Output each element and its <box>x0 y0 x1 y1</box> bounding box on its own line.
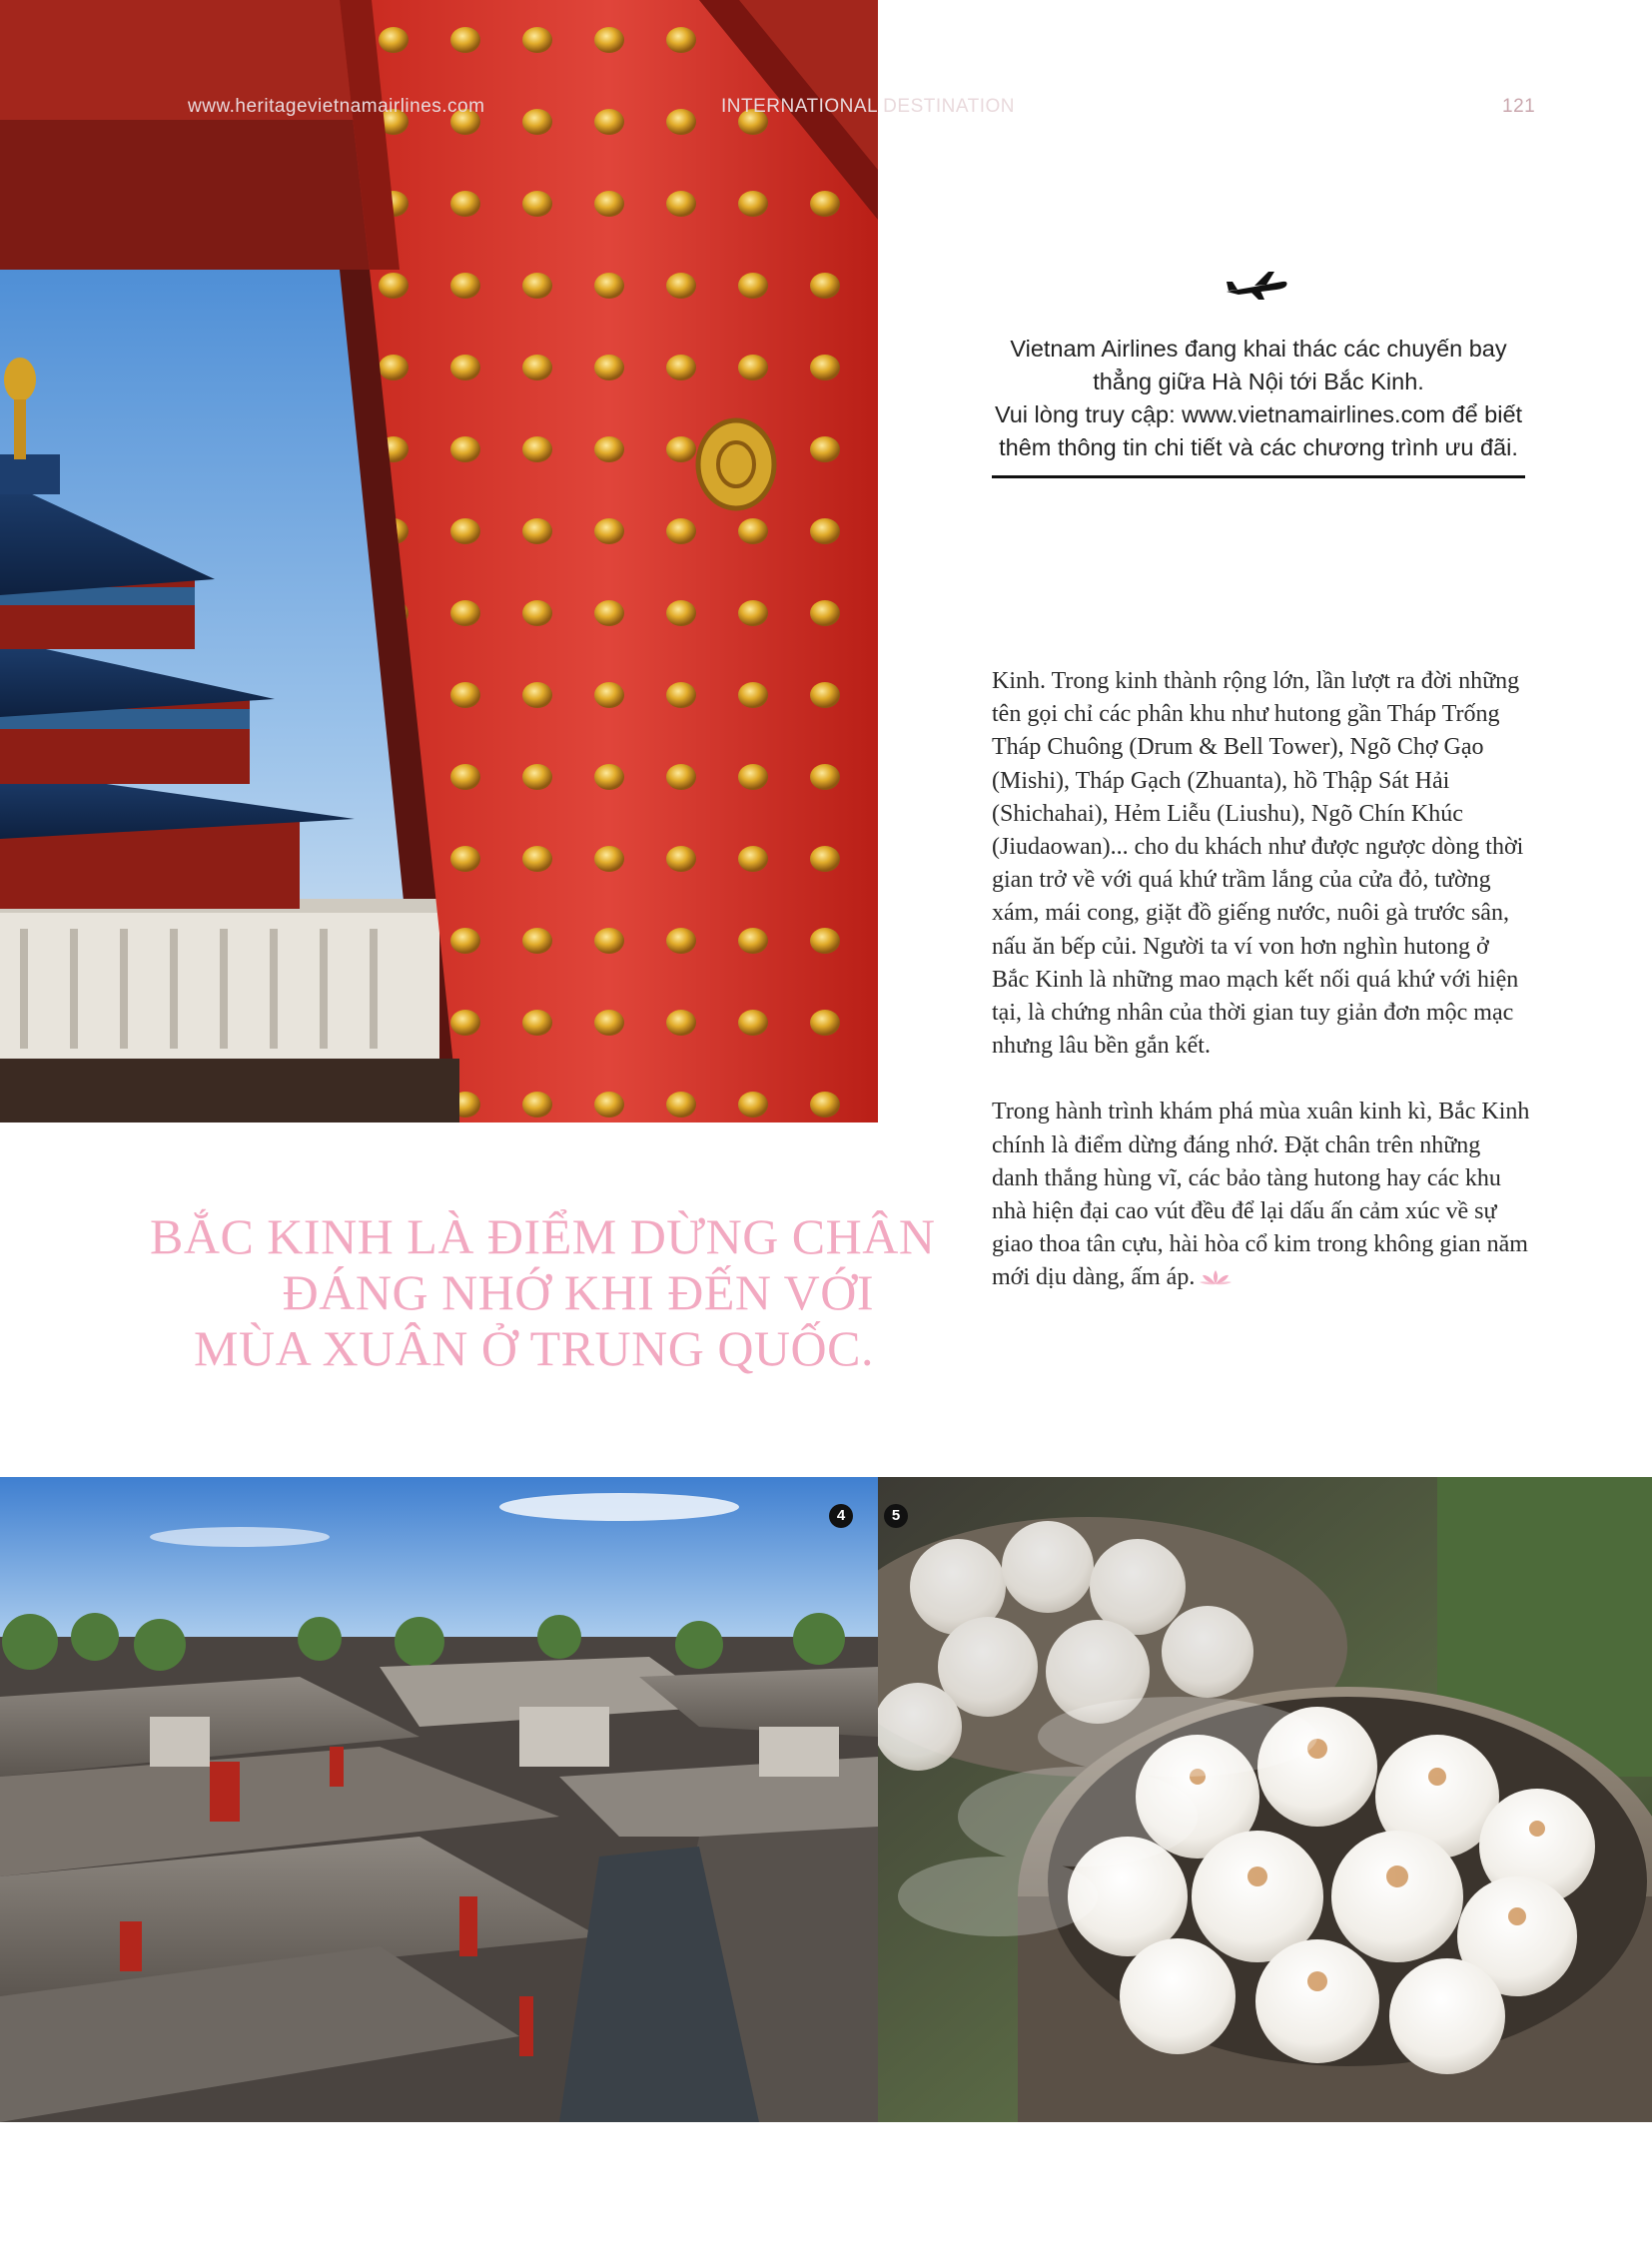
photo-4-badge: 4 <box>829 1504 853 1528</box>
header-website[interactable]: www.heritagevietnamairlines.com <box>188 96 485 117</box>
photo-5-badge: 5 <box>884 1504 908 1528</box>
hutong-rooftops-photo <box>0 1477 878 2122</box>
steamed-buns-photo <box>878 1477 1652 2122</box>
temple-gate-photo <box>0 0 878 1122</box>
flight-info <box>989 333 1528 464</box>
article-body <box>992 665 1531 1328</box>
page-number: 121 <box>1502 96 1536 117</box>
flight-info-line: thẳng giữa Hà Nội tới Bắc Kinh. <box>1093 369 1424 394</box>
header-section: INTERNATIONAL DESTINATION <box>721 96 1016 117</box>
body-paragraph-1: Kinh. Trong kinh thành rộng lớn, lần lượt ra đời những tên gọi chỉ các phân khu như hutong gần Tháp Trống Tháp Chuông (Drum & Bell Tower), Ngõ Chợ Gạo (Mishi), Tháp Gạch (Zhuanta), hồ Thập Sát Hải (Shichahai), Hẻm Liễu (Liushu), Ngõ Chín Khúc (Jiudaowan)... cho du khách như được ngược dòng thời gian trở về với quá khứ trầm lắng của cửa đỏ, tường xám, mái cong, giặt đồ giếng nước, nuôi gà trước sân, nấu ăn bếp củi. Người ta ví von hơn nghìn hutong ở Bắc Kinh là những mao mạch kết nối quá khứ với hiện tại, là chứng nhân của thời gian tuy giản đơn mộc mạc nhưng lâu bền gắn kết. <box>992 668 1524 1060</box>
flight-info-line[interactable]: Vui lòng truy cập: www.vietnamairlines.com để biết <box>994 401 1523 427</box>
pull-quote-line: MÙA XUÂN Ở TRUNG QUỐC. <box>194 1320 874 1376</box>
body-paragraph-2 <box>992 1096 1531 1294</box>
pull-quote <box>150 1208 936 1376</box>
flight-info-divider <box>992 475 1525 478</box>
pull-quote-line: ĐÁNG NHỚ KHI ĐẾN VỚI <box>282 1264 874 1320</box>
lotus-icon <box>1199 1262 1233 1278</box>
pull-quote-line: BẮC KINH LÀ ĐIỂM DỪNG CHÂN <box>150 1208 936 1264</box>
flight-info-line: Vietnam Airlines đang khai thác các chuyến bay <box>1010 336 1507 362</box>
airplane-icon <box>1225 268 1288 302</box>
flight-info-line: thêm thông tin chi tiết và các chương trình ưu đãi. <box>999 434 1518 460</box>
body-paragraph-2-text: Trong hành trình khám phá mùa xuân kinh kì, Bắc Kinh chính là điểm dừng đáng nhớ. Đặt chân trên những danh thắng hùng vĩ, các bảo tàng hutong hay các khu nhà hiện đại cao vút đều để lại dấu ấn cảm xúc về sự giao thoa tân cựu, hài hòa cổ kim trong không gian năm mới dịu dàng, ấm áp. <box>992 1099 1530 1291</box>
